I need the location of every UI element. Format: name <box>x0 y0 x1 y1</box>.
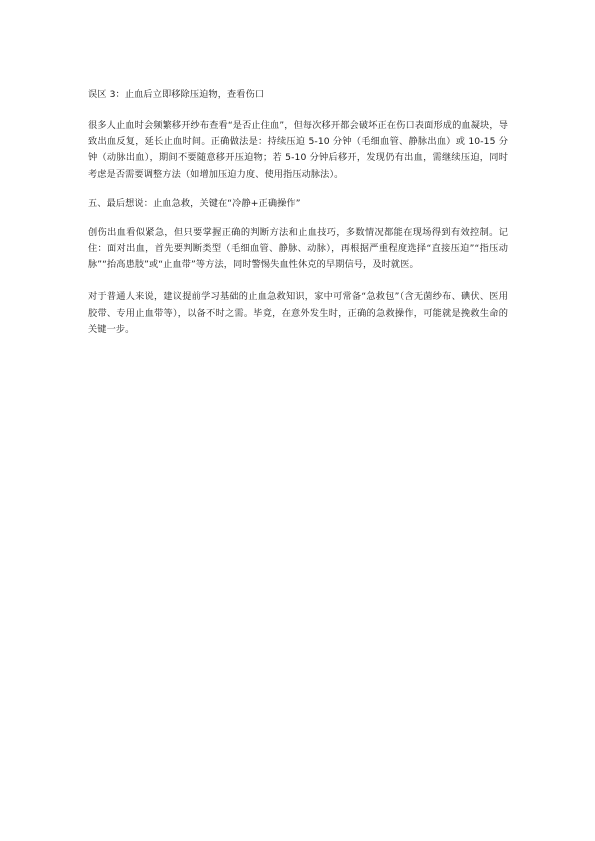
section-5-paragraph-1: 创伤出血看似紧急，但只要掌握正确的判断方法和止血技巧，多数情况都能在现场得到有效控制。记住：面对出血，首先要判断类型（毛细血管、静脉、动脉），再根据严重程度选择“直接压迫”“指压动脉”“抬高患肢”或“止血带”等方法，同时警惕失血性休克的早期信号，及时就医。 <box>88 226 508 271</box>
section-5-paragraph-2: 对于普通人来说，建议提前学习基础的止血急救知识，家中可常备“急救包”（含无菌纱布、碘伏、医用胶带、专用止血带等），以备不时之需。毕竟，在意外发生时，正确的急救操作，可能就是挽救生命的关键一步。 <box>88 291 508 335</box>
misconception-3-paragraph: 很多人止血时会频繁移开纱布查看“是否止住血”，但每次移开都会破坏正在伤口表面形成的血凝块，导致出血反复，延长止血时间。正确做法是：持续压迫 5-10 分钟（毛细血管、静脉出血）或 10-15 分钟（动脉出血），期间不要随意移开压迫物；若 5-10 分钟后移开，发现仍有出血，需继续压迫，同时考虑是否需要调整方法（如增加压迫力度、使用指压动脉法）。 <box>88 120 508 180</box>
misconception-3-heading: 误区 3：止血后立即移除压迫物，查看伤口 <box>88 89 265 100</box>
section-5-heading: 五、最后想说：止血急救，关键在“冷静+正确操作” <box>88 197 301 209</box>
document-page <box>88 87 508 338</box>
